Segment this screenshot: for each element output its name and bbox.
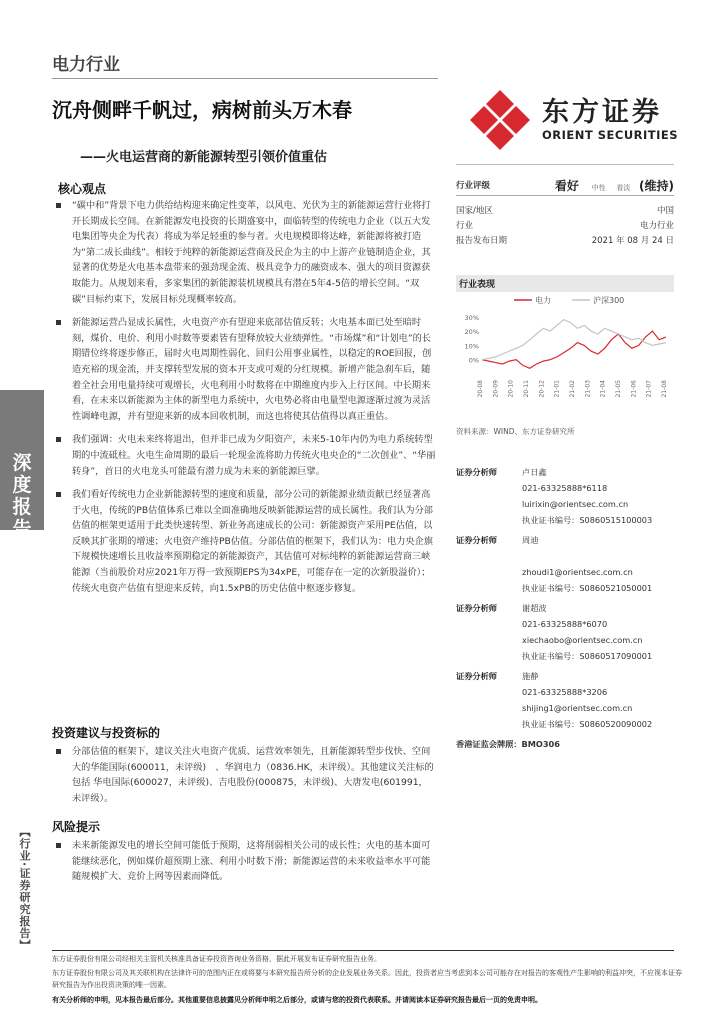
analyst-detail: 卢日鑫 [522,466,547,477]
analyst-label: 证券分析师 [456,602,497,613]
logo-name-cn: 东方证券 [542,97,662,128]
x-tick-label: 21-07 [645,380,653,398]
analyst-detail: 执业证书编号：S0860520090002 [522,718,653,729]
investment-heading: 投资建议与投资标的 [52,726,161,740]
rating-maintain: (维持) [639,178,674,193]
country-row [456,202,674,217]
date-row [456,232,674,247]
industry-tag: 电力行业 [52,55,120,75]
analyst-detail: 021-63325888*6070 [522,619,608,629]
legend-label: 沪深300 [593,296,625,305]
analyst-detail: 施静 [522,670,539,681]
x-tick-label: 21-06 [630,380,638,398]
country-label: 国家/地区 [456,205,493,216]
analyst-row [456,648,686,664]
risk-item: 未来新能源发电的增长空间可能低于预期，这将削弱相关公司的成长性；火电的基本面可能继续恶化，例如煤价超预期上涨、利用小时数下滑；新能源运营的未来收益率水平可能随规模扩大、竞价上网等因素而降低。 [52,838,436,885]
analyst-detail: 021-63325888*6118 [522,483,608,493]
rating-value: 看好 [554,178,579,193]
analyst-row [456,496,686,512]
date-value: 2021 年 08 月 24 日 [591,235,674,246]
rating-negative: 看淡 [616,183,631,192]
analyst-detail: shijing1@orientsec.com.cn [522,703,633,713]
analyst-detail: 执业证书编号：S0860515100003 [522,514,653,525]
performance-title: 行业表现 [456,275,674,292]
analyst-detail: 香港证监会牌照：BMO306 [456,738,560,749]
orient-securities-logo [466,86,698,156]
investment-item: 分部估值的框架下，建议关注火电资产优质、运营效率领先，且新能源转型步伐快、空间大的华能国际(600011，未评级) 、华润电力（0836.HK，未评级）。其他建议关注标的包括 华电国际(600027，未评级)、吉电股份(000875，未评级)、大唐发电(601991，未评级）。 [52,744,436,806]
core-view-item: 我们看好传统电力企业新能源转型的速度和质量，部分公司的新能源业绩贡献已经显著高于火电，传统的PB估值体系已难以全面准确地反映新能源运营的成长属性。我们认为分部估值的框架更适用于此类快速转型、新业务高速成长的公司：新能源资产采用PE估值，以反映其扩张期的增速；火电资产维持PB估值。分部估值的框架下，我们认为：电力央企旗下规模快速增长且收益率预期稳定的新能源资产，其估值可对标纯粹的新能源运营商三峡能源（当前股价对应2021年万得一致预期EPS为34xPE，可能存在一定的次新股溢价）；传统火电资产估值有望迎来反转，向1.5xPB的历史估值中枢逐步修复。 [52,487,436,596]
analyst-row [456,548,686,564]
x-tick-label: 21-04 [599,380,607,398]
x-tick-label: 21-02 [569,380,576,398]
y-tick-label: 0% [468,356,479,365]
core-views-list [52,198,436,604]
analyst-detail: 谢超波 [522,602,547,613]
logo-name-en: ORIENT SECURITIES [542,128,679,142]
analyst-row [456,700,686,716]
y-tick-label: 20% [464,328,479,337]
analyst-detail: 执业证书编号：S0860521050001 [522,582,653,593]
analyst-detail: xiechaobo@orientsec.com.cn [522,635,643,645]
footer-conflict: 东方证券股份有限公司及其关联机构在法律许可的范围内正在或将要与本研究报告所分析的企业发展业务关系。因此，投资者应当考虑到本公司可能存在对报告的客观性产生影响的利益冲突，不应视本证券研究报告为作出投资决策的唯一因素。 [52,969,682,989]
analyst-detail: 周迪 [522,534,539,545]
analyst-row [456,512,686,528]
risk-heading: 风险提示 [52,820,101,834]
x-tick-label: 21-03 [584,380,592,398]
analyst-row [456,632,686,648]
x-tick-label: 21-01 [553,380,561,398]
report-type-label: 深度报告 [12,452,32,540]
legend-label: 电力 [535,296,551,305]
analyst-label: 证券分析师 [456,534,497,545]
chart-source: 资料来源：WIND、东方证券研究所 [456,427,575,436]
analyst-row [456,464,686,480]
x-tick-label: 20-08 [477,380,484,398]
analyst-row [456,600,686,616]
series-line [482,331,666,368]
x-tick-label: 21-08 [661,380,668,398]
footer-divider [52,950,674,951]
analyst-row [456,564,686,580]
x-tick-label: 20-11 [523,380,530,398]
industry-row [456,217,674,232]
core-view-item: “碳中和”背景下电力供给结构迎来确定性变革，以风电、光伏为主的新能源运营行业将打开长期成长空间。在新能源发电投资的长期盛宴中，面临转型的传统电力企业（以五大发电集团等央企为代表）将成为举足轻重的参与者。火电规模即将达峰，新能源将被打造为“第二成长曲线”。相较于纯粹的新能源运营商及民企为主的中上游产业链制造企业，其显著的优势是火电基本盘带来的强劲现金流、极具竞争力的融资成本、强大的项目资源获取能力。从规划来看，多家集团的新能源装机规模具有潜在5年4-5倍的增长空间。“双碳”目标约束下，发展目标兑现概率较高。 [52,198,436,307]
analyst-row [456,480,686,496]
rating-label: 行业评级 [456,181,491,191]
rating-row [456,175,674,196]
analyst-row [456,580,686,596]
series-line [482,320,666,360]
analyst-row [456,532,686,548]
analyst-label: 证券分析师 [456,670,497,681]
analyst-label: 证券分析师 [456,466,497,477]
analyst-list [456,464,686,756]
y-tick-label: 30% [464,313,479,322]
x-tick-label: 20-10 [507,380,515,398]
report-category-vertical: 【行业·证券研究报告】 [18,826,31,952]
date-label: 报告发布日期 [456,235,508,246]
analyst-detail: luirixin@orientsec.com.cn [522,499,629,509]
core-views-heading: 核心观点 [58,182,107,196]
y-tick-label: 10% [464,342,479,351]
x-tick-label: 20-12 [538,380,546,398]
analyst-row [456,716,686,732]
core-view-item: 我们强调：火电未来终将退出，但并非已成为夕阳资产，未来5-10年内仍为电力系统转型期的中流砥柱。火电生命周期的最后一轮现金流将助力传统火电央企的“二次创业”、“华丽转身”，首日的火电龙头可能最有潜力成为未来的新能源巨擘。 [52,432,436,479]
performance-chart-svg [456,292,674,414]
analyst-detail: zhoudi1@orientsec.com.cn [522,567,633,577]
industry-label: 行业 [456,220,474,231]
analyst-row [456,736,686,752]
analyst-row [456,616,686,632]
header-divider [52,78,438,79]
footer-disclaimer: 有关分析师的申明，见本报告最后部分。其他重要信息披露见分析师申明之后部分，或请与您的投资代表联系。并请阅读本证券研究报告最后一页的免责申明。 [52,996,542,1004]
core-view-item: 新能源运营凸显成长属性，火电资产亦有望迎来底部估值反转；火电基本面已处至暗时刻，煤价、电价、利用小时数等要素皆有望释放较大业绩弹性。“市场煤”和“计划电”的长期错位终将逐步修正，届时火电周期性弱化、回归公用事业属性，以稳定的ROE回报，创造充裕的现金流，并支撑转型发展的资本开支或可观的分红规模。新增产能急刹车后，随着全社会用电量持续可观增长，火电利用小时数将在中期维度内步入上行区间。中长期来看，在未来以新能源为主体的新型电力系统中，火电势必将由电量型电源逐渐过渡为灵活性调峰电源，并有望迎来新的成本回收机制，而这也将使其估值得以真正重估。 [52,315,436,424]
x-tick-label: 20-09 [492,380,500,398]
country-value: 中国 [656,205,674,216]
performance-chart [456,292,674,414]
page-subtitle: ——火电运营商的新能源转型引领价值重估 [80,150,328,165]
analyst-row [456,684,686,700]
footer-qualification: 东方证券股份有限公司经相关主管机关核准具备证券投资咨询业务资格，据此开展发布证券研究报告业务。 [52,955,381,963]
logo-divider [456,164,674,165]
analyst-detail: 执业证书编号：S0860517090001 [522,650,653,661]
risk-list [52,838,436,893]
industry-value: 电力行业 [639,220,674,231]
page-title: 沉舟侧畔千帆过，病树前头万木春 [52,98,352,122]
analyst-detail: 021-63325888*3206 [522,687,608,697]
x-tick-label: 21-05 [615,380,622,398]
rating-table [456,175,674,247]
investment-list [52,744,436,814]
analyst-row [456,668,686,684]
rating-neutral: 中性 [591,183,606,192]
